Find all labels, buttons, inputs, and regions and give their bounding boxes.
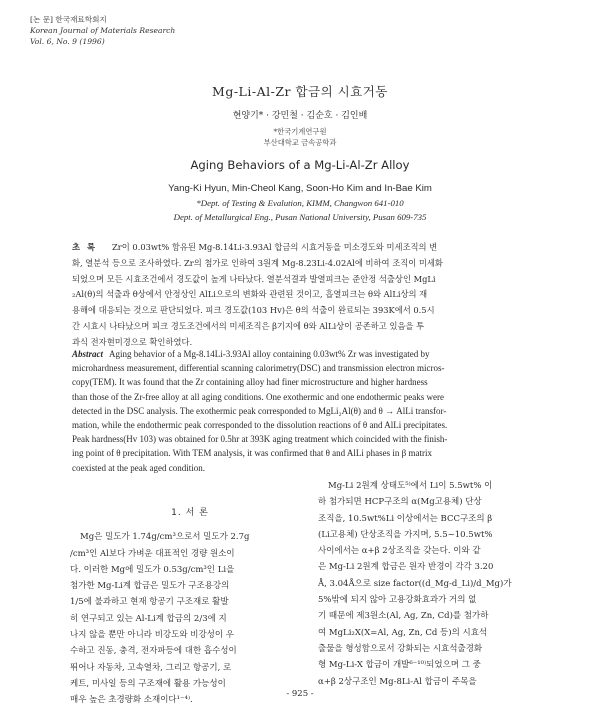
abstract-korean-label: 초록 bbox=[72, 242, 103, 252]
abstract-english-line: mation, while the endothermic peak corresponded to the dissolution reactions of θ and AlLi precipitates. bbox=[72, 420, 448, 431]
abstract-english-line: copy(TEM). It was found that the Zr containing alloy had finer microstructure and higher hardness bbox=[72, 377, 428, 388]
body-line: 케트, 미사일 등의 구조재에 활용 가능성이 bbox=[70, 678, 226, 689]
affiliation-english: *Dept. of Testing & Evalution, KIMM, Changwon 641-010 bbox=[196, 198, 404, 208]
body-line: 출물을 형성함으로서 강화되는 시효석출경화 bbox=[318, 643, 483, 654]
abstract-korean-line: 간 시효시 나타났으며 피크 경도조건에서의 미세조직은 β기지에 θ와 AlLi상이 공존하고 있음을 투 bbox=[72, 320, 425, 331]
page-number: - 925 - bbox=[286, 689, 314, 699]
body-line: Mg-Li 2원계 상태도⁵⁾에서 Li이 5.5wt% 이 bbox=[328, 481, 493, 491]
abstract-korean-line: ₂Al(θ)의 석출과 θ상에서 안정상인 AlLi으로의 변화와 관련된 것이고, 흡열피크는 θ와 AlLi상의 재 bbox=[72, 289, 428, 300]
abstract-english-text: Aging behavior of a Mg-8.14Li-3.93Al alloy containing 0.03wt% Zr was investigated by bbox=[109, 349, 430, 359]
journal-header-line: Korean Journal of Materials Research bbox=[30, 26, 176, 35]
body-line: 수하고 진동, 충격, 전자파등에 대한 흡수성이 bbox=[70, 646, 237, 657]
body-line: Å, 3.04Å으로 size factor((d_Mg-d_Li)/d_Mg)가 bbox=[318, 578, 512, 589]
body-line: (Li고용체) 단상조직을 가지며, 5.5~10.5wt% bbox=[318, 529, 493, 540]
abstract-korean-line: 용해에 대응되는 것으로 판단되었다. 피크 경도값(103 Hv)은 θ의 석출이 완료되는 393K에서 0.5시 bbox=[72, 305, 435, 316]
body-line: /cm³인 Al보다 가벼운 대표적인 경량 원소이 bbox=[70, 548, 235, 559]
abstract-korean-line: 되었으며 모든 시효조건에서 경도값이 높게 나타났다. 열분석결과 발열피크는 준안정 석출상인 MgLi bbox=[72, 273, 436, 284]
body-line: 기 때문에 제3원소(Al, Ag, Zn, Cd)를 첨가하 bbox=[318, 611, 489, 622]
affiliation-korean: *한국기계연구원 bbox=[273, 127, 327, 136]
paper-title-korean: Mg-Li-Al-Zr 합금의 시효거동 bbox=[212, 84, 388, 99]
abstract-english bbox=[72, 347, 542, 475]
abstract-english-line: ing point of θ precipitation. With TEM analysis, it was confirmed that θ and AlLi phases in β matrix bbox=[72, 448, 432, 459]
body-line: 조직을, 10.5wt%Li 이상에서는 BCC구조의 β bbox=[318, 513, 493, 524]
body-line: 형 Mg-Li-X 합금이 개발⁶⁻¹⁰⁾되었으며 그 중 bbox=[318, 660, 481, 671]
body-line: 히 연구되고 있는 Al-Li계 합금의 2/3에 지 bbox=[70, 613, 227, 624]
body-line: 은 Mg-Li 2원계 합금은 원자 반경이 각각 3.20 bbox=[318, 562, 494, 573]
body-line: 하 첨가되면 HCP구조의 α(Mg고용체) 단상 bbox=[318, 497, 482, 508]
authors-english: Yang-Ki Hyun, Min-Cheol Kang, Soon-Ho Kim and In-Bae Kim bbox=[168, 183, 432, 194]
body-line: 사이에서는 α+β 2상조직을 갖는다. 이와 같 bbox=[318, 546, 481, 557]
body-line: 1/5에 불과하고 현재 항공기 구조재로 활발 bbox=[70, 597, 229, 608]
abstract-korean bbox=[72, 240, 542, 351]
body-line: 매우 높은 초경량화 소재이다¹⁻⁴⁾. bbox=[70, 695, 193, 706]
journal-header bbox=[30, 14, 175, 47]
body-line: 첨가한 Mg-Li계 합금은 밀도가 구조용강의 bbox=[70, 581, 230, 592]
abstract-english-line: Peak hardness(Hv 103) was obtained for 0.5hr at 393K aging treatment which coincided with the finish- bbox=[72, 434, 448, 445]
body-line: 5%밖에 되지 않아 고용강화효과가 거의 없 bbox=[318, 595, 477, 606]
section-heading: 1. 서 론 bbox=[171, 508, 209, 518]
abstract-korean-line bbox=[72, 240, 542, 256]
abstract-korean-line: 과식 전자현미경으로 확인하였다. bbox=[72, 336, 193, 347]
abstract-english-line: microhardness measurement, differential scanning calorimetry(DSC) and transmission electron micros- bbox=[72, 363, 445, 374]
abstract-korean-line: 화, 열분석 등으로 조사하였다. Zr의 첨가로 인하여 3원계 Mg-8.23Li-4.02Al에 비하여 조직이 미세화 bbox=[72, 257, 443, 268]
abstract-english-line bbox=[72, 347, 542, 361]
abstract-english-line: coexisted at the peak aged condition. bbox=[72, 462, 205, 473]
abstract-english-line: detected in the DSC analysis. The exothermic peak corresponded to MgLi₂Al(θ) and θ → AlLi transfor- bbox=[72, 405, 447, 416]
body-line: Mg은 밀도가 1.74g/cm³으로서 밀도가 2.7g bbox=[80, 532, 250, 543]
body-left-column bbox=[70, 505, 310, 709]
body-line: 다. 이러한 Mg에 밀도가 0.53g/cm³인 Li을 bbox=[70, 564, 235, 575]
body-line: 나지 않을 뿐만 아니라 비강도와 비강성이 우 bbox=[70, 630, 235, 641]
journal-header-line: Vol. 6, No. 9 (1996) bbox=[30, 37, 105, 46]
abstract-english-line: than those of the Zr-free alloy at all aging conditions. One exothermic and one endothermic peaks were bbox=[72, 391, 444, 402]
affiliation-korean: 부산대학교 금속공학과 bbox=[263, 138, 337, 147]
abstract-korean-text: Zr이 0.03wt% 함유된 Mg-8.14Li-3.93Al 합금의 시효거동을 미소경도와 미세조직의 변 bbox=[112, 242, 438, 252]
authors-korean: 현양기* · 강민철 · 김순호 · 김인배 bbox=[232, 111, 368, 121]
body-line: 여 MgLi₂X(X=Al, Ag, Zn, Cd 등)의 시효석 bbox=[318, 627, 488, 638]
abstract-english-label: Abstract bbox=[72, 349, 104, 359]
affiliation-english: Dept. of Metallurgical Eng., Pusan National University, Pusan 609-735 bbox=[173, 212, 427, 222]
body-right-column bbox=[318, 478, 558, 690]
journal-header-line: [논 문] 한국재료학회지 bbox=[30, 15, 107, 24]
body-line: α+β 2상구조인 Mg-8Li-Al 합금이 주목을 bbox=[318, 676, 477, 687]
paper-title-english: Aging Behaviors of a Mg-Li-Al-Zr Alloy bbox=[190, 158, 410, 172]
body-line: 뛰어나 자동차, 고속열차, 그리고 항공기, 로 bbox=[70, 662, 232, 673]
